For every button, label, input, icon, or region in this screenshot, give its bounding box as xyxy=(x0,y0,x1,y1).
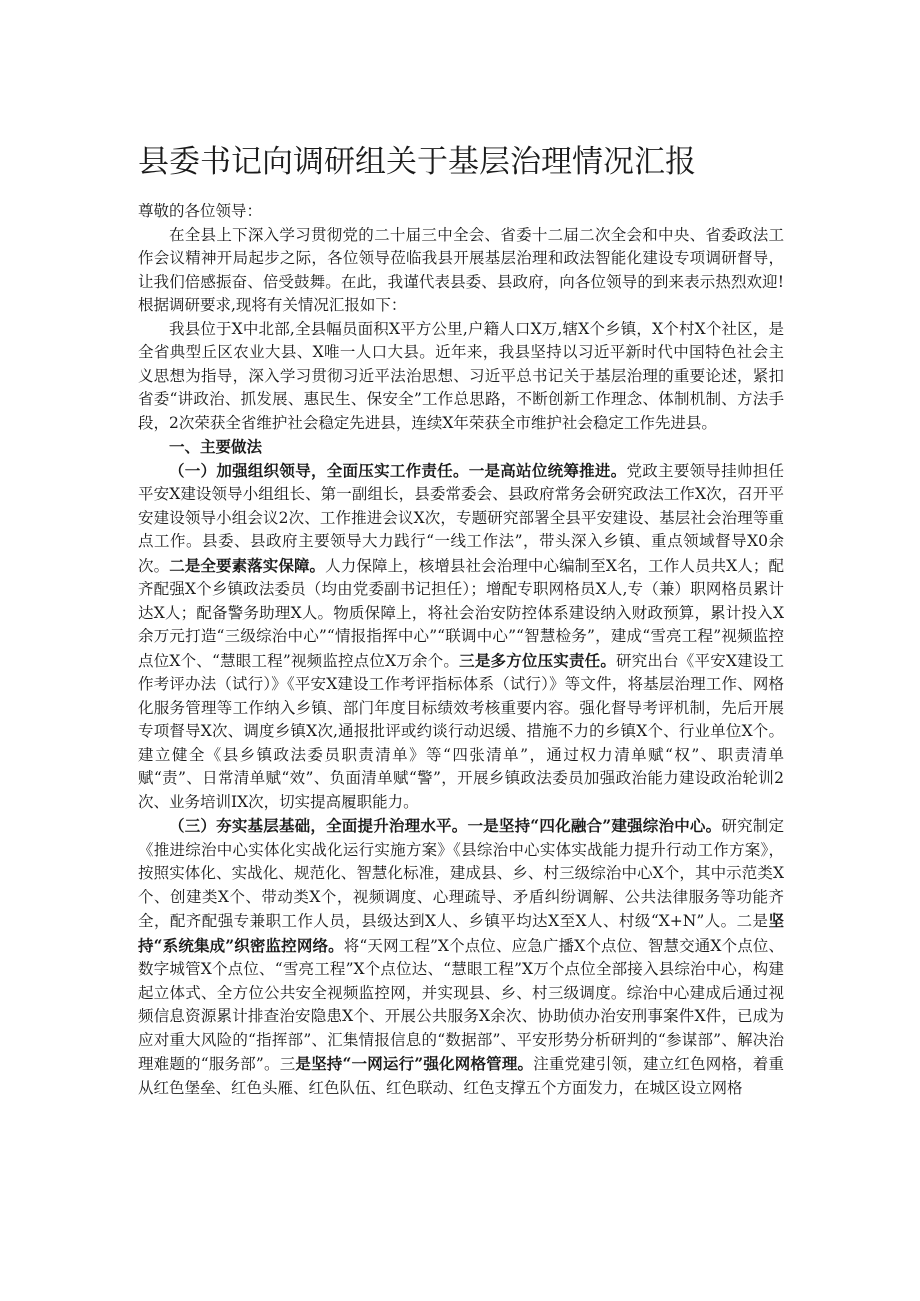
intro-paragraph-2: 我县位于X中北部,全县幅员面积X平方公里,户籍人口X万,辖X个乡镇，X个村X个社区，是全省典型丘区农业大县、X唯一人口大县。近年来，我县坚持以习近平新时代中国特色社会主义思想为指导，深入学习贯彻习近平法治思想、习近平总书记关于基层治理的重要论述，紧扣省委“讲政治、抓发展、惠民生、保安全”工作总思路，不断创新工作理念、体制机制、方法手段，2次荣获全省维护社会稳定先进县，连续X年荣获全市维护社会稳定工作先进县。 xyxy=(138,319,784,432)
subsection-1-heading: （一）加强组织领导，全面压实工作责任。 xyxy=(169,460,469,480)
subsection-1-paragraph xyxy=(138,459,784,815)
subsection-1-point-2-label: 二是全要素落实保障。 xyxy=(169,555,326,575)
subsection-3-point-3-label: 是坚持“一网运行”强化网格管理。 xyxy=(295,1054,534,1073)
intro-paragraph-1: 在全县上下深入学习贯彻党的二十届三中全会、省委十二届二次全会和中央、省委政法工作会议精神开局起步之际，各位领导莅临我县开展基层治理和政法智能化建设专项调研督导，让我们倍感振奋、倍受鼓舞。在此，我谨代表县委、县政府，向各位领导的到来表示热烈欢迎!根据调研要求,现将有关情况汇报如下： xyxy=(138,225,784,314)
subsection-3-heading: （三）夯实基层基础，全面提升治理水平。 xyxy=(169,816,468,835)
subsection-3-point-1-text: 研究制定《推进综治中心实体化实战化运行实施方案》《县综治中心实体实战能力提升行动工作方案》，按照实体化、实战化、规范化、智慧化标准，建成县、乡、村三级综治中心X个，其中示范类X个、创建类X个、带动类X个，视频调度、心理疏导、矛盾纠纷调解、公共法律服务等功能齐全，配齐配强专兼职工作人员，县级达到X人、乡镇平均达X至X人、村级“X+N”人。二是 xyxy=(138,817,784,930)
subsection-1-point-1-text: 党政主要领导挂帅担任平安X建设领导小组组长、第一副组长，县委常委会、县政府常务会研究政法工作X次，召开平安建设领导小组会议2次、工作推进会议X次，专题研究部署全县平安建设、基层社会治理等重点工作。县委、县政府主要领导大力践行“一线工作法”，带头深入乡镇、重点领域督导X0余次。 xyxy=(138,461,784,575)
document-title: 县委书记向调研组关于基层治理情况汇报 xyxy=(138,144,696,180)
greeting: 尊敬的各位领导： xyxy=(138,202,263,220)
subsection-1-point-2-text: 人力保障上，核增县社会治理中心编制至X名，工作人员共X人；配齐配强X个乡镇政法委员（均由党委副书记担任）；增配专职网格员X人,专（兼）职网格员累计达X人；配备警务助理X人。物质保障上，将社会治安防控体系建设纳入财政预算，累计投入X余万元打造“三级综治中心”“情报指挥中心”“联调中心”“智慧检务”，建成“雪亮工程”视频监控点位X个、“慧眼工程”视频监控点位X万余个。 xyxy=(138,556,784,670)
subsection-3-point-2-label: 坚持“系统集成”织密监控网络。 xyxy=(138,911,784,955)
subsection-1-point-3-text: 研究出台《平安X建设工作考评办法（试行）》《平安X建设工作考评指标体系（试行）》等文件，将基层治理工作、网格化服务管理等工作纳入乡镇、部门年度目标绩效考核重要内容。强化督导考评机制，先后开展专项督导X次、调度乡镇X次,通报批评或约谈行动迟缓、措施不力的乡镇X个、行业单位X个。建立健全《县乡镇政法委员职责清单》等“四张清单”，通过权力清单赋“权”、职责清单赋“责”、日常清单赋“效”、负面清单赋“警”，开展乡镇政法委员加强政治能力建设政治轮训2次、业务培训IX次，切实提高履职能力。 xyxy=(138,651,784,811)
subsection-3-paragraph xyxy=(138,814,784,1100)
subsection-3-point-3-text: 注重党建引领，建立红色网格，着重从红色堡垒、红色头雁、红色队伍、红色联动、红色支撑五个方面发力，在城区设立网格 xyxy=(138,1055,784,1097)
subsection-1-point-1-label: 一是高站位统筹推进。 xyxy=(468,460,627,480)
subsection-3-point-2-text: 将“天网工程”X个点位、应急广播X个点位、智慧交通X个点位、数字城管X个点位、“雪亮工程”X个点位达、“慧眼工程”X万个点位全部接入县综治中心，构建起立体式、全方位公共安全视频监控网，并实现县、乡、村三级调度。综治中心建成后通过视频信息资源累计排查治安隐患X个、开展公共服务X余次、协助侦办治安刑事案件X件，已成为应对重大风险的“指挥部”、汇集情报信息的“数据部”、平安形势分析研判的“参谋部”、解决治理难题的“服务部”。三 xyxy=(138,936,784,1073)
section-heading-main-practices: 一、主要做法 xyxy=(169,437,263,456)
subsection-1-point-3-label: 三是多方位压实责任。 xyxy=(459,650,617,670)
subsection-3-point-1-label: 一是坚持“四化融合”建强综治中心。 xyxy=(467,816,722,835)
